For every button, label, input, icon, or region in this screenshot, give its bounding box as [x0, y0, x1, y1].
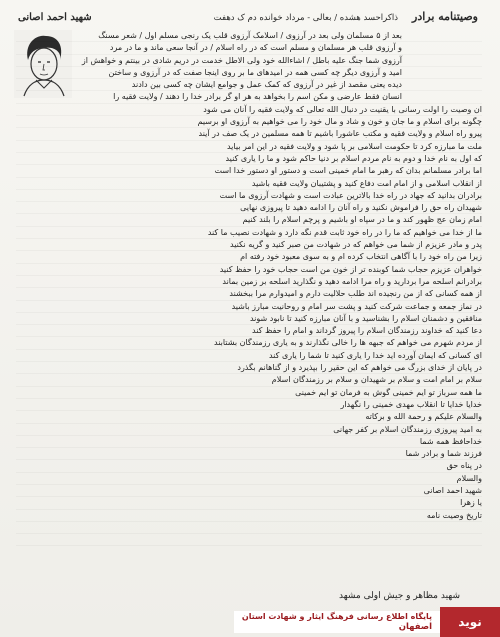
letter-line: و آرزوی قلب هر مسلمان و مسلم است که در راه اسلام / در آنجا سعی ماند و ما در مرد: [16, 42, 482, 54]
letter-line: از همه کسانی که از من رنجیده اند طلب حلالیت دارم و امیدوارم مرا ببخشند: [16, 288, 482, 300]
letter-line: در پناه حق: [16, 460, 482, 472]
org-line-2: اصفهان: [398, 622, 432, 632]
letter-line: ملت ما مبارزه کرد تا حکومت اسلامی بر پا شود و ولایت فقیه در این امر بیاید: [16, 141, 482, 153]
letter-line: پدر و مادر عزیزم از شما می خواهم که در شهادت من صبر کنید و گریه نکنید: [16, 239, 482, 251]
letter-line: خواهران عزیزم حجاب شما کوبنده تر از خون من است حجاب خود را حفظ کنید: [16, 264, 482, 276]
letter-line: فرزند شما و برادر شما: [16, 448, 482, 460]
martyr-name: شهید احمد اصانی: [18, 12, 92, 23]
letter-line: خدایا خدایا تا انقلاب مهدی خمینی را نگهدار: [16, 399, 482, 411]
letter-line: برادرانم اسلحه مرا بردارید و راه مرا ادامه دهید و نگذارید اسلحه بر زمین بماند: [16, 276, 482, 288]
letter-line: اما برادر مسلمانم بدان که رهبر ما امام خمینی است و دستور او دستور خدا است: [16, 165, 482, 177]
letter-line: شهید احمد اصانی: [16, 485, 482, 497]
letter-line: سلام بر امام امت و سلام بر شهیدان و سلام بر رزمندگان اسلام: [16, 374, 482, 386]
letter-line: ما همه سرباز تو ایم خمینی گوش به فرمان تو ایم خمینی: [16, 387, 482, 399]
letter-line: [16, 522, 482, 534]
letter-line: منافقین و دشمنان اسلام را بشناسید و با آنان مبارزه کنید تا نابود شوند: [16, 313, 482, 325]
letter-line: امام زمان عج ظهور کند و ما در سپاه او باشیم و پرچم اسلام را بلند کنیم: [16, 214, 482, 226]
letter-line: آرزوی شما جنگ علیه باطل / اشاءالله خود ولی الاطل خدمت در دریم شادی در بینتم و خواهش از: [16, 55, 482, 67]
letter-line: از مردم شهرم می خواهم که جبهه ها را خالی نگذارند و به یاری رزمندگان بشتابند: [16, 337, 482, 349]
letter-meta: ذاکراحسد هشده / بعالی - مرداد خوانده دم ک دهفت: [213, 13, 399, 23]
letter-line: چگونه برای اسلام و ما جان و خون و شاد و مال خود را می خواهیم به آرزوی او برسیم: [16, 116, 482, 128]
org-label: [234, 611, 440, 633]
letter-line: در نماز جمعه و جماعت شرکت کنید و پشت سر امام و روحانیت مبارز باشید: [16, 301, 482, 313]
letter-line: ان وصیت را اولت رسانی با یقنیت در دنبال الله تعالی که ولایت فقیه را آنان می شود: [16, 104, 482, 116]
letter-line: انسان فقط عارضی و مکن اسم را بخواهد به هر او گر برادر خدا را دهند / ولایت فقیه را: [16, 91, 482, 103]
letter-line: که اول به نام خدا و دوم به نام مردم اسلام بر دنیا حاکم شود و ما را یاری کنید: [16, 153, 482, 165]
letter-line: تاریخ وصیت نامه: [16, 510, 482, 522]
letter-line: یا زهرا: [16, 497, 482, 509]
letter-line: والسلام: [16, 473, 482, 485]
letter-line: پیرو راه اسلام و ولایت فقیه و مکتب عاشورا باشیم تا همه مسلمین در یک صف در آیند: [16, 128, 482, 140]
letter-line: امید و آرزوی دیگر چه کسی همه در امیدهای ما بر روی اینجا صفت که در آرزوی و ساختن: [16, 67, 482, 79]
org-line-1: پایگاه اطلاع رسانی فرهنگ ایثار و شهادت استان: [241, 612, 432, 621]
letter-line: والسلام علیکم و رحمة الله و برکاته: [16, 411, 482, 423]
letter-line: از انقلاب اسلامی و از امام امت دفاع کنید و پشتیبان ولایت فقیه باشید: [16, 178, 482, 190]
letter-body: [16, 30, 482, 585]
letter-line: شهیدان راه حق را فراموش نکنید و راه آنان را ادامه دهید تا پیروزی نهایی: [16, 202, 482, 214]
letter-line: برادران بدانید که جهاد در راه خدا بالاترین عبادت است و شهادت آرزوی ما است: [16, 190, 482, 202]
letter-line: زیرا من راه خود را با آگاهی انتخاب کرده ام و به سوی معبود خود رفته ام: [16, 251, 482, 263]
letter-header: [18, 10, 478, 23]
letter-line: بعد از ۵ مسلمان ولی بعد در آرزوی / اسلامک آرزوی قلب یک رنجی مسلم اول / شعر مسنگ: [16, 30, 482, 42]
letter-line: ما از خدا می خواهیم که ما را در راه خود ثابت قدم نگه دارد و شهادت نصیب ما کند: [16, 227, 482, 239]
letter-line: به امید پیروزی رزمندگان اسلام بر کفر جهانی: [16, 424, 482, 436]
brand-logo: نوید: [440, 607, 500, 637]
signature-line: شهید مظاهر و جیش اولی مشهد: [338, 591, 460, 601]
letter-line: خداحافظ همه شما: [16, 436, 482, 448]
letter-line: در پایان از خدای بزرگ می خواهم که این حقیر را بپذیرد و از گناهانم بگذرد: [16, 362, 482, 374]
letter-title: وصیتنامه برادر: [412, 10, 478, 23]
letter-line: ای کسانی که ایمان آورده اید خدا را یاری کنید تا شما را یاری کند: [16, 350, 482, 362]
letter-line: دعا کنید که خداوند رزمندگان اسلام را پیروز گرداند و امام را حفظ کند: [16, 325, 482, 337]
letter-line: دیده یعنی مقصد از غیر در آرزوی که کمک عمل و جوامع ایشان چه کسی بین دادند: [16, 79, 482, 91]
letter-line: [16, 534, 482, 546]
footer-watermark: [0, 607, 500, 637]
